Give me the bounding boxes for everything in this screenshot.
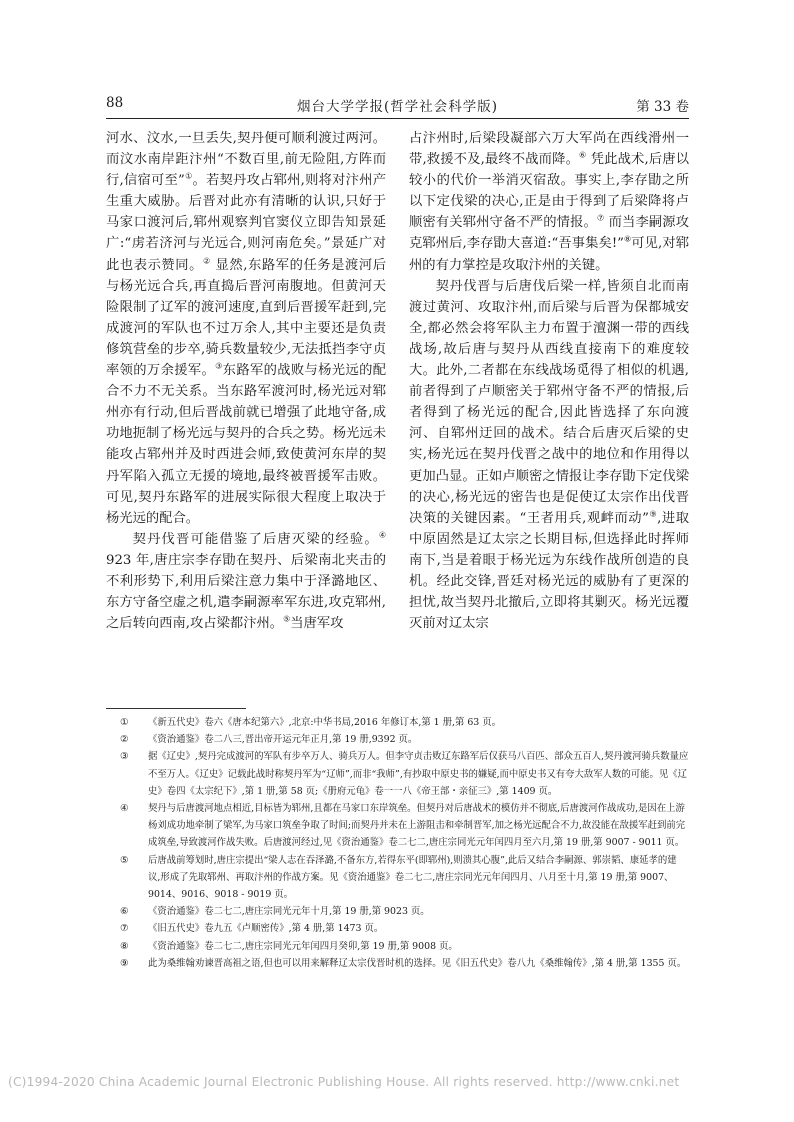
footnote	[106, 920, 689, 937]
footnote-text: 契丹与后唐渡河地点相近,目标皆为郓州,且都在马家口东岸筑垒。但契丹对后唐战术的模仿并不彻底,后唐渡河作战成功,是因在上游杨刘成功地牵制了梁军,为马家口筑垒争取了时间;而契丹并未在上游阻击和牵制晋军,加之杨光远配合不力,故没能在敌援军赶到前完成筑垒,导致渡河作战失败。后唐渡河经过,见《资治通鉴》卷二七二,唐庄宗同光元年闰四月至六月,第 19 册,第 9007 - 9011 页。	[148, 803, 686, 849]
paragraph-text: 东路军的战败与杨光远的配合不力不无关系。当东路军渡河时,杨光远对郓州亦有行动,但后晋战前就已增强了此地守备,成功地扼制了杨光远与契丹的合兵之势。杨光远未能攻占郓州并及时西进会师,致使黄河东岸的契丹军陷入孤立无援的境地,最终被晋援军击败。可见,契丹东路军的进展实际很大程度上取决于杨光远的配合。	[106, 363, 387, 526]
footnotes	[106, 714, 689, 972]
footnote	[106, 800, 689, 852]
footnote-ref[interactable]: ④	[378, 530, 386, 540]
footnote-number: ⑦	[120, 923, 129, 935]
footnote-ref[interactable]: ⑥	[579, 150, 587, 160]
footnote-text: 后唐战前筹划时,唐庄宗提出“梁人志在吞泽潞,不备东方,若得东平(即郓州),则溃其心腹”,此后又结合李嗣源、郭崇韬、康延孝的建议,形成了先取郓州、再取汴州的作战方案。见《资治通鉴》卷二七二,唐庄宗同光元年闰四月、八月至十月,第 19 册,第 9007、9014、9016、9018 - 9019 页。	[148, 854, 677, 901]
footnote-number: ⑨	[120, 957, 129, 969]
footnote-number: ④	[120, 803, 129, 815]
paragraph-text: 923 年,唐庄宗李存勖在契丹、后梁南北夹击的不利形势下,利用后梁注意力集中于泽潞地区、东方守备空虚之机,遣李嗣源率军东进,攻克郓州,之后转向西南,攻占梁都汴州。	[106, 552, 386, 632]
footnote	[106, 903, 689, 920]
paragraph-text: 而当李嗣源攻克郓州后,李存勖大喜道:“吾事集矣!”	[409, 215, 690, 252]
journal-title: 烟台大学学报(哲学社会科学版)	[296, 99, 499, 115]
footnote	[106, 955, 689, 972]
footnote	[106, 714, 689, 731]
footnote-ref[interactable]: ⑦	[596, 213, 605, 223]
footnote-text: 《资治通鉴》卷二八三,晋出帝开运元年正月,第 19 册,9392 页。	[148, 734, 418, 746]
footnote-text: 此为桑维翰劝谏晋高祖之语,但也可以用来解释辽太宗伐晋时机的选择。见《旧五代史》卷八九《桑维翰传》,第 4 册,第 1355 页。	[148, 957, 687, 969]
paragraph-text: 可见,对郓州的有力掌控是攻取汴州的关键。	[409, 236, 690, 273]
footnote-ref[interactable]: ⑨	[648, 509, 658, 519]
paragraph-text: 当唐军攻	[290, 616, 344, 632]
left-column	[106, 128, 386, 634]
footnote-number: ①	[120, 717, 129, 728]
footnote-text: 《资治通鉴》卷二七二,唐庄宗同光元年十月,第 19 册,第 9023 页。	[148, 906, 430, 918]
paragraph-text: 契丹伐晋可能借鉴了后唐灭梁的经验。	[132, 531, 379, 547]
footnote-number: ⑤	[120, 854, 129, 866]
page-number: 88	[106, 95, 124, 111]
header-rule	[106, 118, 689, 119]
footnote-text: 《新五代史》卷六《唐本纪第六》,北京:中华书局,2016 年修订本,第 1 册,第 63 页。	[148, 717, 501, 728]
footnote-text: 《资治通鉴》卷二七二,唐庄宗同光元年闰四月癸卯,第 19 册,第 9008 页。	[148, 940, 458, 952]
footnote-text: 据《辽史》,契丹完成渡河的军队有步卒万人、骑兵万人。但李守贞击败辽东路军后仅获马八百匹、部众五百人,契丹渡河骑兵数量应不至万人。《辽史》记载此战时称契丹军为“辽师”,而非“我师”,有抄取中原史书的嫌疑,而中原史书又有夸大敌军人数的可能。见《辽史》卷四《太宗纪下》,第 1 册,第 58 页;《册府元龟》卷一一八《帝王部・亲征三》,第 1409 页。	[148, 751, 689, 797]
footnote-ref[interactable]: ⑧	[623, 235, 632, 245]
footnote	[106, 748, 689, 800]
footnote-ref[interactable]: ③	[215, 361, 223, 371]
body-paragraph	[409, 128, 689, 276]
body-paragraph	[409, 276, 689, 635]
body-paragraph	[106, 529, 386, 634]
footnote-ref[interactable]: ⑤	[283, 614, 291, 624]
running-header	[106, 95, 689, 117]
footnote	[106, 938, 689, 955]
footnote	[106, 731, 689, 748]
footnote-text: 《旧五代史》卷九五《卢顺密传》,第 4 册,第 1473 页。	[148, 923, 384, 935]
paragraph-text: 显然,东路军的任务是渡河后与杨光远合兵,再直捣后晋河南腹地。但黄河天险限制了辽军的渡河速度,直到后晋援军赶到,完成渡河的军队也不过万余人,其中主要还是负责修筑营垒的步卒,骑兵数量较少,无法抵挡李守贞率领的万余援军。	[106, 257, 387, 379]
footnote-number: ⑧	[120, 940, 129, 952]
body-paragraph	[106, 128, 386, 529]
paragraph-text: 凭此战术,后唐以较小的代价一举消灭宿敌。事实上,李存勖之所以下定伐梁的决心,正是由于得到了后梁降将卢顺密有关郓州守备不严的情报。	[409, 152, 690, 231]
footnote	[106, 852, 689, 904]
footnote-number: ⑥	[120, 906, 129, 918]
footnote-separator	[106, 708, 246, 709]
footnote-ref[interactable]: ①	[184, 171, 193, 181]
paragraph-text: 河水、汶水,一旦丢失,契丹便可顺利渡过两河。而汶水南岸距汴州“不数百里,前无险阻,方阵而行,信宿可至”	[106, 131, 386, 189]
copyright-footer: (C)1994-2020 China Academic Journal Electronic Publishing House. All rights reserved. http://www.cnki.net	[8, 1075, 680, 1089]
paragraph-text: ,进取中原固然是辽太宗之长期目标,但选择此时挥师南下,当是着眼于杨光远为东线作战所创造的良机。经此交锋,晋廷对杨光远的威胁有了更深的担忧,故当契丹北撤后,立即将其剿灭。杨光远覆灭前对辽太宗	[409, 510, 689, 632]
paragraph-text: 契丹伐晋与后唐伐后梁一样,皆须自北而南渡过黄河、攻取汴州,而后梁与后晋为保都城安全,都必然会将军队主力布置于澶渊一带的西线战场,故后唐与契丹从西线直接南下的难度较大。此外,二者都在东线战场觅得了相似的机遇,前者得到了卢顺密关于郓州守备不严的情报,后者得到了杨光远的配合,因此皆选择了东向渡河、自郓州迂回的战术。结合后唐灭后梁的史实,杨光远在契丹伐晋之战中的地位和作用得以更加凸显。正如卢顺密之情报让李存勖下定伐梁的决心,杨光远的密告也是促使辽太宗作出伐晋决策的关键因素。“王者用兵,观衅而动”	[409, 278, 689, 526]
right-column	[409, 128, 689, 634]
volume-label: 第 33 卷	[636, 99, 689, 115]
footnote-number: ②	[120, 734, 129, 746]
paragraph-text: 占汴州时,后梁段凝部六万大军尚在西线滑州一带,救援不及,最终不战而降。	[409, 131, 689, 168]
paragraph-text: 。若契丹攻占郓州,则将对汴州产生重大威胁。后晋对此亦有清晰的认识,只好于马家口渡河后,郓州观察判官窦仪立即告知景延广:“虏若济河与光远合,则河南危矣。”景延广对此也表示赞同。	[106, 173, 386, 273]
footnote-number: ③	[120, 751, 129, 763]
footnote-ref[interactable]: ②	[203, 256, 211, 266]
